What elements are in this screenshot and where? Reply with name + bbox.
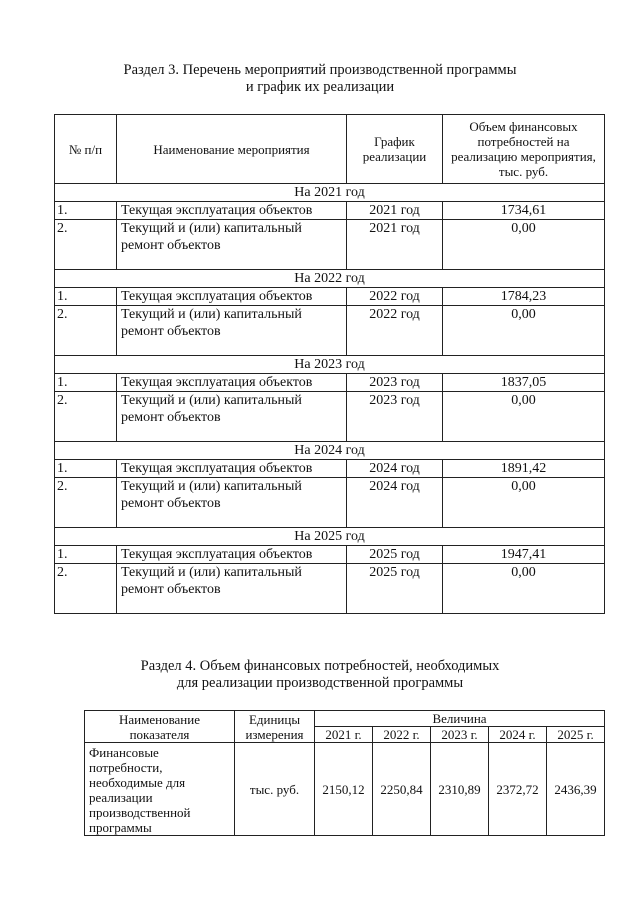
year-label: На 2021 год [55, 184, 605, 202]
event-name: Текущая эксплуатация объектов [117, 460, 347, 478]
event-number: 1. [55, 546, 117, 564]
section3-title [0, 62, 640, 96]
header-amount: Объем финансовых потребностей на реализацию мероприятия, тыс. руб. [443, 115, 605, 184]
section4-title [0, 658, 640, 692]
event-name: Текущая эксплуатация объектов [117, 202, 347, 220]
year-label: На 2022 год [55, 270, 605, 288]
header-year: 2025 г. [547, 727, 605, 743]
header-year: 2024 г. [489, 727, 547, 743]
year-header-row [55, 528, 605, 546]
event-schedule: 2022 год [347, 306, 443, 356]
event-amount: 0,00 [443, 306, 605, 356]
year-label: На 2024 год [55, 442, 605, 460]
year-header-row [55, 184, 605, 202]
financial-header-row [85, 711, 605, 727]
event-number: 1. [55, 202, 117, 220]
event-number: 2. [55, 306, 117, 356]
event-number: 2. [55, 220, 117, 270]
event-schedule: 2021 год [347, 220, 443, 270]
event-row [55, 202, 605, 220]
event-schedule: 2024 год [347, 478, 443, 528]
value-cell: 2310,89 [431, 743, 489, 836]
header-units: Единицы измерения [235, 711, 315, 743]
indicator-cell: Финансовые потребности, необходимые для реализации производственной программы [85, 743, 235, 836]
event-row [55, 374, 605, 392]
year-label: На 2025 год [55, 528, 605, 546]
event-number: 2. [55, 478, 117, 528]
event-schedule: 2024 год [347, 460, 443, 478]
header-num: № п/п [55, 115, 117, 184]
event-schedule: 2023 год [347, 392, 443, 442]
event-schedule: 2022 год [347, 288, 443, 306]
financial-needs-table [84, 710, 605, 836]
event-amount: 0,00 [443, 564, 605, 614]
year-header-row [55, 356, 605, 374]
event-name: Текущий и (или) капитальный ремонт объектов [117, 306, 347, 356]
event-row [55, 288, 605, 306]
value-cell: 2250,84 [373, 743, 431, 836]
event-amount: 1891,42 [443, 460, 605, 478]
event-schedule: 2025 год [347, 546, 443, 564]
event-amount: 1837,05 [443, 374, 605, 392]
event-name: Текущий и (или) капитальный ремонт объектов [117, 478, 347, 528]
year-header-row [55, 442, 605, 460]
events-table-header [55, 115, 605, 184]
event-number: 2. [55, 564, 117, 614]
header-year: 2021 г. [315, 727, 373, 743]
event-row [55, 546, 605, 564]
header-magnitude: Величина [315, 711, 605, 727]
event-name: Текущая эксплуатация объектов [117, 288, 347, 306]
header-name: Наименование мероприятия [117, 115, 347, 184]
year-label: На 2023 год [55, 356, 605, 374]
header-schedule: График реализации [347, 115, 443, 184]
event-name: Текущий и (или) капитальный ремонт объектов [117, 564, 347, 614]
event-row [55, 220, 605, 270]
event-number: 1. [55, 374, 117, 392]
value-cell: 2150,12 [315, 743, 373, 836]
event-row [55, 564, 605, 614]
section4-title-line2: для реализации производственной программы [176, 675, 464, 691]
header-year: 2023 г. [431, 727, 489, 743]
event-row [55, 392, 605, 442]
event-number: 1. [55, 288, 117, 306]
event-row [55, 478, 605, 528]
units-cell: тыс. руб. [235, 743, 315, 836]
value-cell: 2372,72 [489, 743, 547, 836]
header-year: 2022 г. [373, 727, 431, 743]
section3-title-line1: Раздел 3. Перечень мероприятий производственной программы [123, 62, 517, 78]
event-schedule: 2021 год [347, 202, 443, 220]
event-number: 1. [55, 460, 117, 478]
financial-data-row [85, 743, 605, 836]
events-table [54, 114, 605, 614]
header-indicator: Наименование показателя [85, 711, 235, 743]
event-amount: 0,00 [443, 220, 605, 270]
section3-title-line2: и график их реализации [245, 79, 395, 95]
value-cell: 2436,39 [547, 743, 605, 836]
event-amount: 1947,41 [443, 546, 605, 564]
event-name: Текущая эксплуатация объектов [117, 546, 347, 564]
year-header-row [55, 270, 605, 288]
section4-title-line1: Раздел 4. Объем финансовых потребностей, необходимых [140, 658, 500, 674]
event-amount: 1734,61 [443, 202, 605, 220]
event-row [55, 306, 605, 356]
event-number: 2. [55, 392, 117, 442]
event-amount: 1784,23 [443, 288, 605, 306]
event-schedule: 2025 год [347, 564, 443, 614]
event-schedule: 2023 год [347, 374, 443, 392]
event-name: Текущий и (или) капитальный ремонт объектов [117, 392, 347, 442]
event-amount: 0,00 [443, 392, 605, 442]
event-row [55, 460, 605, 478]
event-name: Текущая эксплуатация объектов [117, 374, 347, 392]
event-name: Текущий и (или) капитальный ремонт объектов [117, 220, 347, 270]
event-amount: 0,00 [443, 478, 605, 528]
